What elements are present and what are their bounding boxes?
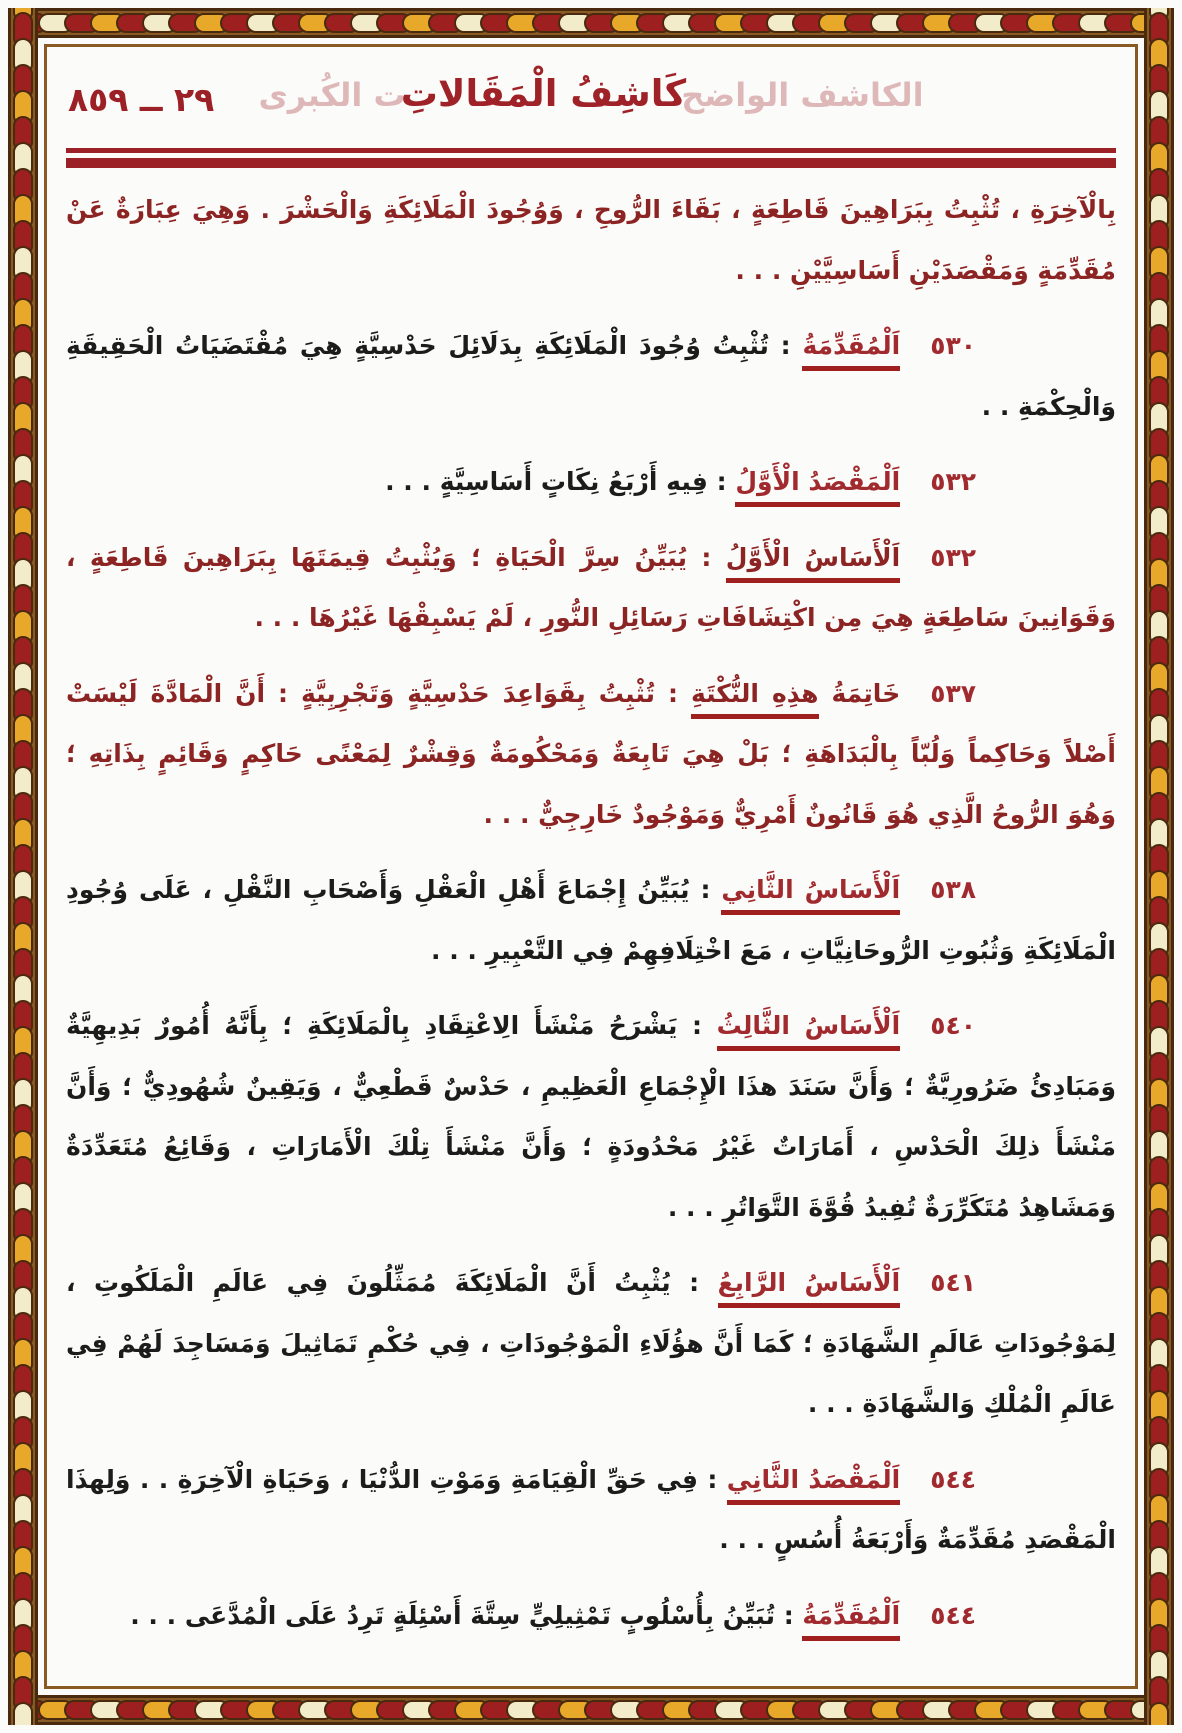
entry-number: ٥٣٢	[930, 542, 976, 572]
entry-heading: اَلْأَسَاسُ الْأَوَّلُ	[726, 543, 900, 583]
entry-body: تُثْبِتُ بِقَوَاعِدَ حَدْسِيَّةٍ وَتَجْرِبِيَّةٍ : أَنَّ الْمَادَّةَ لَيْسَتْ أَصْلاً وَحَاكِماً وَلُبّاً بِالْبَدَاهَةِ ؛ بَلْ هِيَ تَابِعَةٌ وَمَحْكُومَةٌ وَقِشْرٌ لِمَعْنًى حَاكِمٍ وَقَائِمٍ بِذَاتِهِ ؛ وَهُوَ الرُّوحُ الَّذِي هُوَ قَانُونٌ أَمْرِيٌّ وَمَوْجُودٌ خَارِجِيٌّ . . .	[66, 678, 1116, 829]
title-stack	[66, 72, 1116, 134]
entry-body: يُبَيِّنُ إِجْمَاعَ أَهْلِ الْعَقْلِ وَأَصْحَابِ النَّقْلِ ، عَلَى وُجُودِ الْمَلَائِكَةِ وَثُبُوتِ الرُّوحَانِيَّاتِ ، مَعَ اخْتِلَافِهِمْ فِي التَّعْبِيرِ . . .	[66, 875, 1116, 965]
page-numbers: ٢٩ ــ ٨٥٩	[68, 80, 215, 119]
entry-heading: اَلْمَقْصَدُ الثَّانِي	[727, 1465, 900, 1505]
entry-544-muqaddima	[66, 1586, 1116, 1647]
page-content	[66, 50, 1116, 1683]
entry-body: تُثْبِتُ وُجُودَ الْمَلَائِكَةِ بِدَلَائِلَ حَدْسِيَّةٍ هِيَ مُقْتَضَيَاتُ الْحَقِيقَةِ وَالْحِكْمَةِ . .	[66, 331, 1116, 421]
heading-colon: :	[697, 1464, 727, 1494]
entry-heading-prefix: خَاتِمَةُ	[831, 678, 901, 708]
entry-heading: اَلْمَقْصَدُ الْأَوَّلُ	[735, 467, 900, 507]
entry-heading: اَلْمُقَدِّمَةُ	[802, 1601, 900, 1641]
ornamental-border-left-icon	[8, 8, 38, 1725]
heading-colon: :	[677, 1011, 717, 1040]
entry-body: يُثْبِتُ أَنَّ الْمَلَائِكَةَ مُمَثِّلُونَ فِي عَالَمِ الْمَلَكُوتِ ، لِمَوْجُودَاتِ عَالَمِ الشَّهَادَةِ ؛ كَمَا أَنَّ هؤُلَاءِ الْمَوْجُودَاتِ ، فِي حُكْمِ تَمَاثِيلَ وَمَسَاجِدَ لَهُمْ فِي عَالَمِ الْمُلْكِ وَالشَّهَادَةِ . . .	[66, 1268, 1116, 1418]
rule-thin	[66, 148, 1116, 153]
entry-heading: هذِهِ النُّكْتَةِ	[691, 679, 819, 719]
entry-544-maqsad-2	[66, 1450, 1116, 1571]
heading-colon: :	[775, 1600, 803, 1630]
heading-colon: :	[654, 678, 691, 708]
entry-540	[66, 996, 1116, 1238]
header-double-rule	[66, 148, 1116, 168]
entry-number: ٥٣٨	[930, 875, 977, 904]
entry-number: ٥٤١	[930, 1268, 976, 1297]
entry-538	[66, 860, 1116, 981]
entry-body: فِي حَقِّ الْقِيَامَةِ وَمَوْتِ الدُّنْيَا ، وَحَيَاةِ الْآخِرَةِ . . وَلِهذَا الْمَقْصَدِ مُقَدِّمَةٌ وَأَرْبَعَةُ أُسُسٍ . . .	[66, 1464, 1116, 1554]
entry-541	[66, 1253, 1116, 1435]
entry-532-asas-1	[66, 528, 1116, 649]
running-header	[66, 50, 1116, 168]
text-block	[66, 180, 1116, 1646]
ornamental-border-top-icon	[8, 8, 1174, 38]
entry-body: يُبَيِّنُ سِرَّ الْحَيَاةِ ؛ وَيُثْبِتُ قِيمَتَهَا بِبَرَاهِينَ قَاطِعَةٍ ، وَقَوَانِينَ سَاطِعَةٍ هِيَ مِن اكْتِشَافَاتِ رَسَائِلِ النُّورِ ، لَمْ يَسْبِقْهَا غَيْرُهَا . . .	[66, 542, 1116, 632]
page-title: كَاشِفُ الْمَقَالاتِ	[400, 72, 687, 115]
entry-heading: اَلْأَسَاسُ الرَّابِعُ	[718, 1268, 901, 1308]
entry-heading: اَلْمُقَدِّمَةُ	[802, 331, 900, 371]
heading-colon: :	[689, 875, 722, 904]
watermark-title-fragment-left: ت الكُبرى	[258, 76, 406, 114]
rule-thick	[66, 158, 1116, 168]
heading-colon: :	[670, 1268, 718, 1297]
entry-body: بِالْآخِرَةِ ، تُثْبِتُ بِبَرَاهِينَ قَاطِعَةٍ ، بَقَاءَ الرُّوحِ ، وَوُجُودَ الْمَلَائِكَةِ وَالْحَشْرَ . وَهِيَ عِبَارَةٌ عَنْ مُقَدِّمَةٍ وَمَقْصَدَيْنِ أَسَاسِيَّيْنِ . . .	[66, 195, 1116, 285]
intro-paragraph	[66, 180, 1116, 301]
ornamental-border-right-icon	[1144, 8, 1174, 1725]
heading-colon: :	[707, 467, 736, 496]
heading-colon: :	[686, 542, 726, 572]
entry-530	[66, 316, 1116, 437]
entry-number: ٥٤٠	[930, 1011, 977, 1040]
entry-number: ٥٤٤	[930, 1464, 976, 1494]
entry-heading: اَلْأَسَاسُ الثَّالِثُ	[717, 1011, 901, 1051]
entry-number: ٥٤٤	[930, 1600, 976, 1630]
entry-number: ٥٣٧	[930, 678, 976, 708]
entry-body: تُبَيِّنُ بِأُسْلُوبٍ تَمْثِيلِيٍّ سِتَّةَ أَسْئِلَةٍ تَرِدُ عَلَى الْمُدَّعَى . . .	[130, 1600, 776, 1630]
entry-body: يَشْرَحُ مَنْشَأَ الِاعْتِقَادِ بِالْمَلَائِكَةِ ؛ بِأَنَّهُ أُمُورٌ بَدِيهِيَّةٌ وَمَبَادِئُ ضَرُورِيَّةٌ ؛ وَأَنَّ سَنَدَ هذَا الْإِجْمَاعِ الْعَظِيمِ ، حَدْسٌ قَطْعِيٌّ ، وَيَقِينٌ شُهُودِيٌّ ؛ وَأَنَّ مَنْشَأَ ذلِكَ الْحَدْسِ ، أَمَارَاتٌ غَيْرُ مَحْدُودَةٍ ؛ وَأَنَّ مَنْشَأَ تِلْكَ الْأَمَارَاتِ ، وَقَائِعُ مُتَعَدِّدَةٌ وَمَشَاهِدُ مُتَكَرِّرَةٌ تُفِيدُ قُوَّةَ التَّوَاتُرِ . . .	[66, 1011, 1116, 1222]
entry-532-maqsad-1	[66, 452, 1116, 513]
entry-number: ٥٣٢	[930, 467, 976, 496]
watermark-title-fragment-right: الكاشف الواضح	[681, 76, 924, 114]
entry-537	[66, 664, 1116, 846]
entry-number: ٥٣٠	[930, 331, 977, 360]
ornamental-border-bottom-icon	[8, 1695, 1174, 1725]
entry-heading: اَلْأَسَاسُ الثَّانِي	[721, 875, 900, 915]
heading-colon: :	[768, 331, 803, 360]
entry-body: فِيهِ أَرْبَعُ نِكَاتٍ أَسَاسِيَّةٍ . . .	[385, 467, 708, 496]
